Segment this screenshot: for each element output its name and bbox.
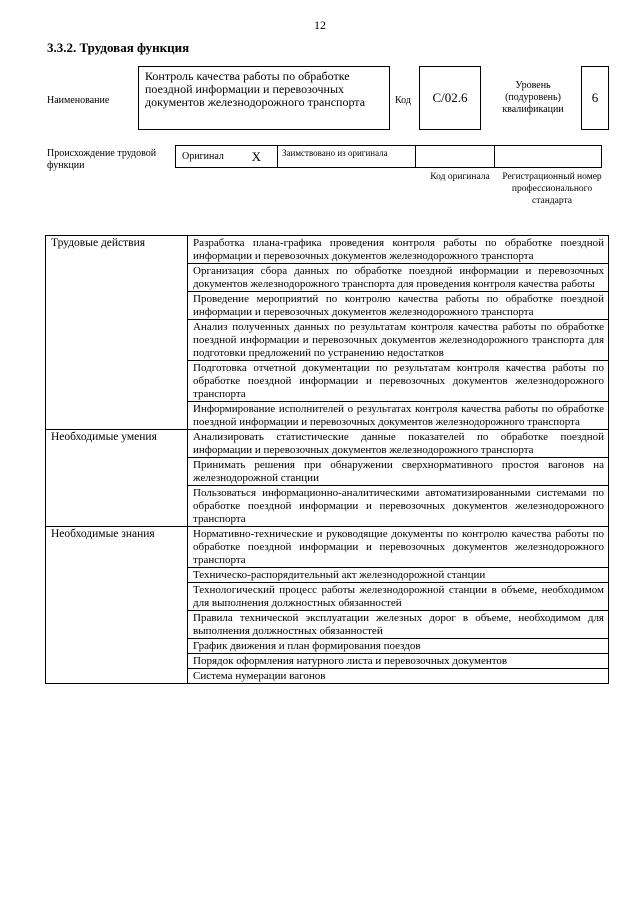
origin-label: Происхождение трудовой функции: [47, 148, 157, 171]
item-cell: График движения и план формирования поездов: [188, 639, 609, 654]
item-cell: Анализировать статистические данные показателей по обработке поездной информации и перевозочных документов железнодорожного транспорта: [188, 430, 609, 458]
item-cell: Подготовка отчетной документации по результатам контроля качества работы по обработке поездной информации и перевозочных документов железнодорожного транспорта: [188, 361, 609, 402]
item-cell: Информирование исполнителей о результатах контроля качества работы по обработке поездной информации и перевозочных документов железнодорожного транспорта: [188, 402, 609, 430]
labor-function-table: [45, 235, 609, 684]
origin-row: [176, 145, 604, 168]
item-cell: Техническо-распорядительный акт железнодорожной станции: [188, 568, 609, 583]
category-cell: Трудовые действия: [46, 236, 188, 430]
level-label: Уровень (подуровень) квалификации: [502, 80, 564, 115]
name-label: Наименование: [47, 95, 110, 106]
origin-borrowed-cell: Заимствовано из оригинала: [277, 145, 416, 168]
item-cell: Правила технической эксплуатации железных дорог в объеме, необходимом для выполнения должностных обязанностей: [188, 611, 609, 639]
item-cell: Разработка плана-графика проведения контроля работы по обработке поездной информации и перевозочных документов железнодорожного транспорта: [188, 236, 609, 264]
origin-original-cell: [175, 145, 278, 168]
item-cell: Нормативно-технические и руководящие документы по контролю качества работы по обработке поездной информации и перевозочных документов железнодорожного транспорта: [188, 527, 609, 568]
origin-reg-cell: [494, 145, 602, 168]
item-cell: Пользоваться информационно-аналитическими автоматизированными системами по обработке поездной информации и перевозочных документов железнодорожного транспорта: [188, 486, 609, 527]
origin-original-text: Оригинал: [182, 151, 224, 162]
function-name-box: Контроль качества работы по обработке поездной информации и перевозочных документов железнодорожного транспорта: [138, 66, 390, 130]
item-cell: Анализ полученных данных по результатам контроля качества работы по обработке поездной информации и перевозочных документов железнодорожного транспорта для подготовки предложений по устранению недостатков: [188, 320, 609, 361]
item-cell: Принимать решения при обнаружении сверхнормативного простоя вагонов на железнодорожной станции: [188, 458, 609, 486]
table-row: [46, 236, 609, 264]
category-cell: Необходимые знания: [46, 527, 188, 684]
section-heading: 3.3.2. Трудовая функция: [47, 40, 190, 55]
code-value-box: C/02.6: [419, 66, 481, 130]
item-cell: Проведение мероприятий по контролю качества работы по обработке поездной информации и перевозочных документов железнодорожного транспорта: [188, 292, 609, 320]
table-row: [46, 430, 609, 458]
origin-code-cell: [415, 145, 495, 168]
category-cell: Необходимые умения: [46, 430, 188, 527]
code-of-original-label: Код оригинала: [430, 172, 490, 182]
code-label: Код: [395, 95, 411, 106]
level-value-box: 6: [581, 66, 609, 130]
page-number: 12: [314, 18, 326, 32]
reg-number-label: Регистрационный номер профессионального стандарта: [502, 172, 602, 206]
item-cell: Порядок оформления натурного листа и перевозочных документов: [188, 654, 609, 669]
table-row: [46, 527, 609, 568]
origin-original-mark: X: [251, 148, 261, 164]
item-cell: Технологический процесс работы железнодорожной станции в объеме, необходимом для выполнения должностных обязанностей: [188, 583, 609, 611]
item-cell: Система нумерации вагонов: [188, 669, 609, 684]
item-cell: Организация сбора данных по обработке поездной информации и перевозочных документов железнодорожного транспорта для проведения контроля качества работы: [188, 264, 609, 292]
